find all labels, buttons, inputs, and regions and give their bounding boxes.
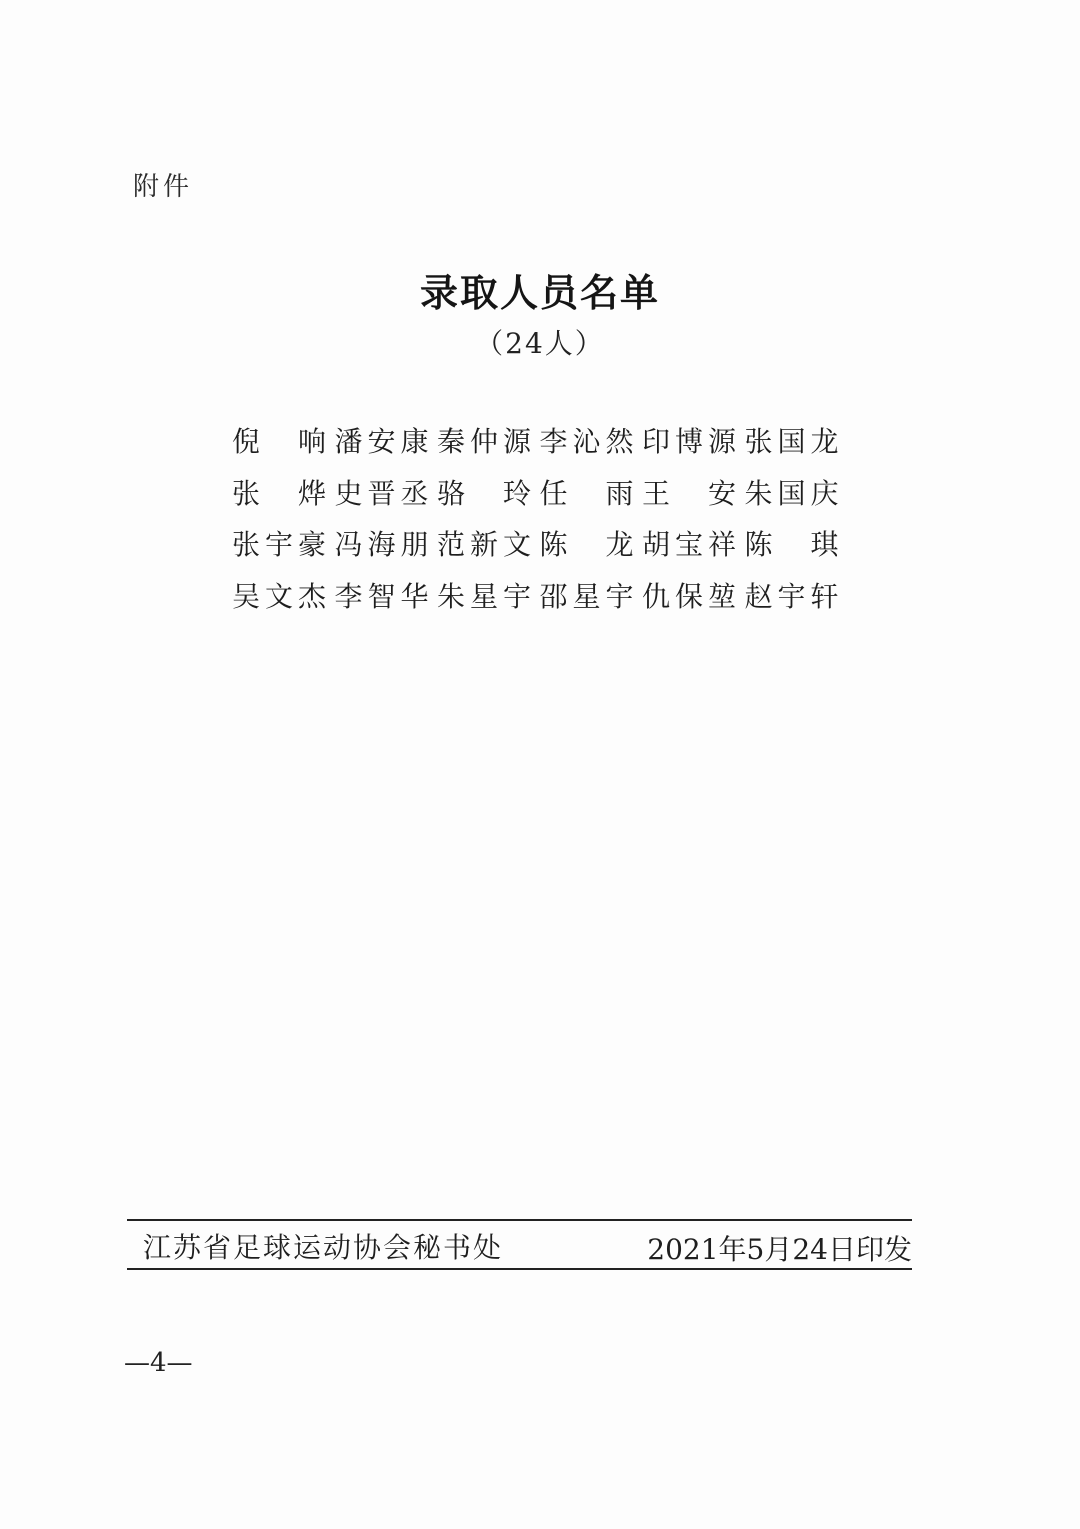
attachment-label: 附件 (133, 172, 194, 202)
name-entry: 史 晋 丞 (334, 476, 429, 510)
name-entry: 赵 宇 轩 (744, 579, 839, 613)
name-entry: 秦 仲 源 (437, 425, 531, 458)
name-entry: 倪 响 (232, 425, 326, 458)
name-entry: 陈 琪 (744, 528, 839, 561)
name-entry: 范 新 文 (437, 528, 531, 561)
footer-rule-bottom (127, 1268, 912, 1270)
name-entry: 李 沁 然 (539, 425, 634, 458)
footer-rule-top (127, 1219, 912, 1221)
page-number: —4— (124, 1348, 193, 1378)
name-entry: 朱 国 庆 (744, 476, 839, 510)
name-entry: 胡 宝 祥 (642, 528, 736, 561)
name-entry: 任 雨 (539, 476, 634, 510)
page-subtitle: （24人） (475, 327, 605, 360)
name-entry: 冯 海 朋 (334, 528, 429, 561)
name-entry: 王 安 (642, 476, 736, 510)
name-entry: 潘 安 康 (334, 425, 429, 458)
issuer-name: 江苏省足球运动协会秘书处 (143, 1231, 504, 1264)
name-entry: 李 智 华 (334, 579, 429, 613)
name-entry: 张 烨 (232, 476, 326, 510)
name-entry: 张 宇 豪 (232, 528, 326, 561)
name-entry: 陈 龙 (539, 528, 634, 561)
name-entry: 印 博 源 (642, 425, 736, 458)
name-entry: 骆 玲 (437, 476, 531, 510)
name-entry: 张 国 龙 (744, 425, 839, 458)
name-entry: 吴 文 杰 (232, 579, 326, 613)
issue-date: 2021年5月24日印发 (647, 1233, 912, 1266)
page-title: 录取人员名单 (419, 270, 660, 315)
name-entry: 邵 星 宇 (539, 579, 634, 613)
name-list (232, 420, 852, 626)
name-entry: 仇 保 堃 (642, 579, 736, 613)
name-entry: 朱 星 宇 (437, 579, 531, 613)
